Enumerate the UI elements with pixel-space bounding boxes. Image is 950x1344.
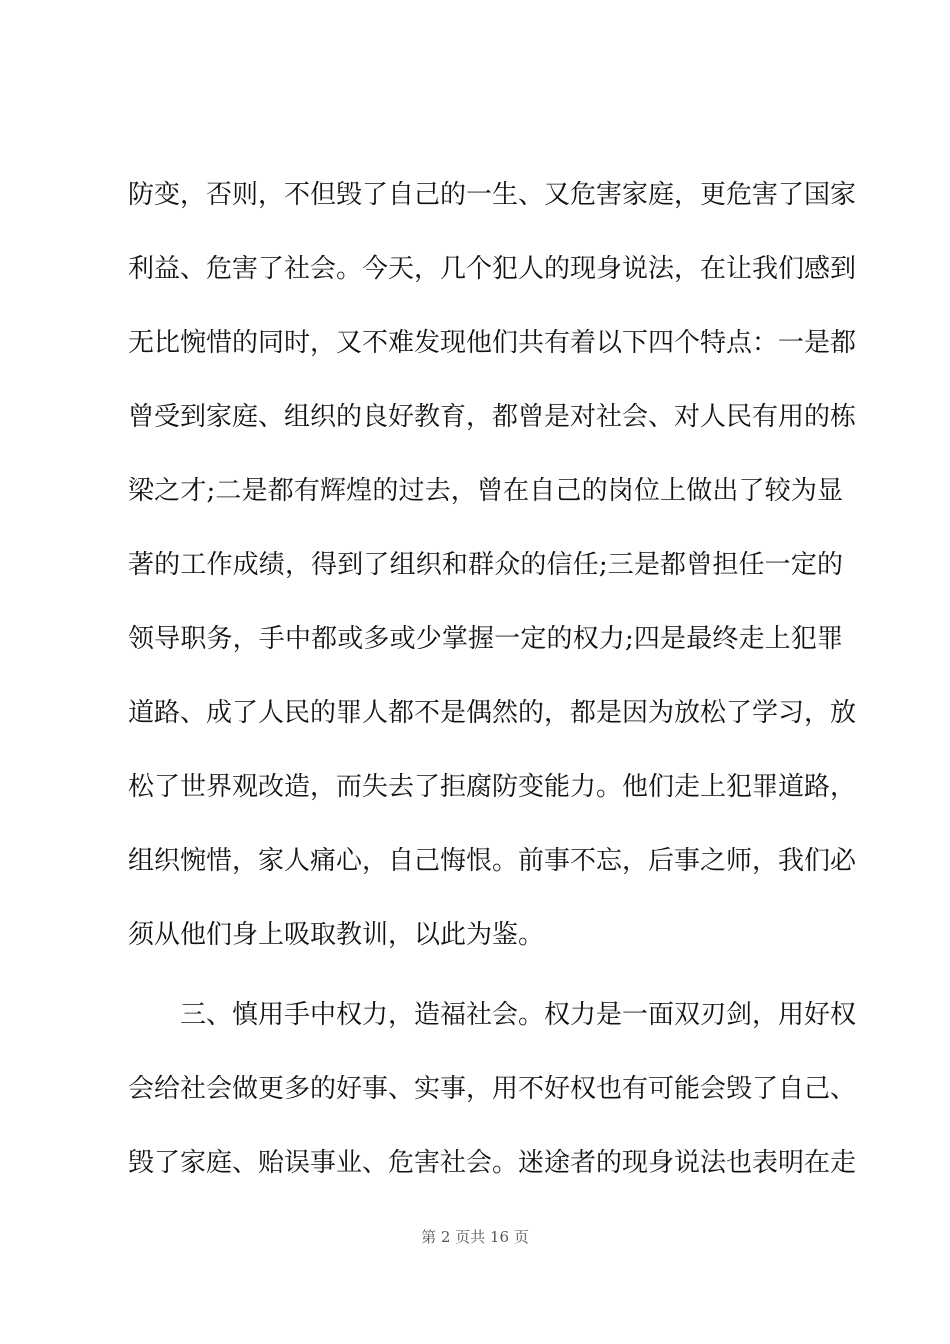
text-line: 毁了家庭、贻误事业、危害社会。迷途者的现身说法也表明在走 bbox=[128, 1148, 857, 1178]
text-line: 梁之才;二是都有辉煌的过去，曾在自己的岗位上做出了较为显 bbox=[128, 476, 843, 506]
text-line: 利益、危害了社会。今天，几个犯人的现身说法，在让我们感到 bbox=[128, 254, 857, 284]
page-number-footer: 第 2 页共 16 页 bbox=[421, 1228, 529, 1246]
text-line: 著的工作成绩，得到了组织和群众的信任;三是都曾担任一定的 bbox=[128, 550, 843, 580]
text-line: 领导职务，手中都或多或少掌握一定的权力;四是最终走上犯罪 bbox=[128, 624, 843, 654]
text-line: 曾受到家庭、组织的良好教育，都曾是对社会、对人民有用的栋 bbox=[128, 402, 857, 432]
text-line: 三、慎用手中权力，造福社会。权力是一面双刃剑，用好权 bbox=[180, 1000, 857, 1030]
text-line: 防变，否则，不但毁了自己的一生、又危害家庭，更危害了国家 bbox=[128, 180, 857, 210]
text-line: 松了世界观改造，而失去了拒腐防变能力。他们走上犯罪道路， bbox=[128, 772, 857, 802]
text-line: 须从他们身上吸取教训，以此为鉴。 bbox=[128, 920, 545, 950]
text-line: 组织惋惜，家人痛心，自己悔恨。前事不忘，后事之师，我们必 bbox=[128, 846, 857, 876]
text-line: 道路、成了人民的罪人都不是偶然的，都是因为放松了学习，放 bbox=[128, 698, 857, 728]
text-line: 会给社会做更多的好事、实事，用不好权也有可能会毁了自己、 bbox=[128, 1074, 857, 1104]
text-line: 无比惋惜的同时，又不难发现他们共有着以下四个特点：一是都 bbox=[128, 328, 857, 358]
